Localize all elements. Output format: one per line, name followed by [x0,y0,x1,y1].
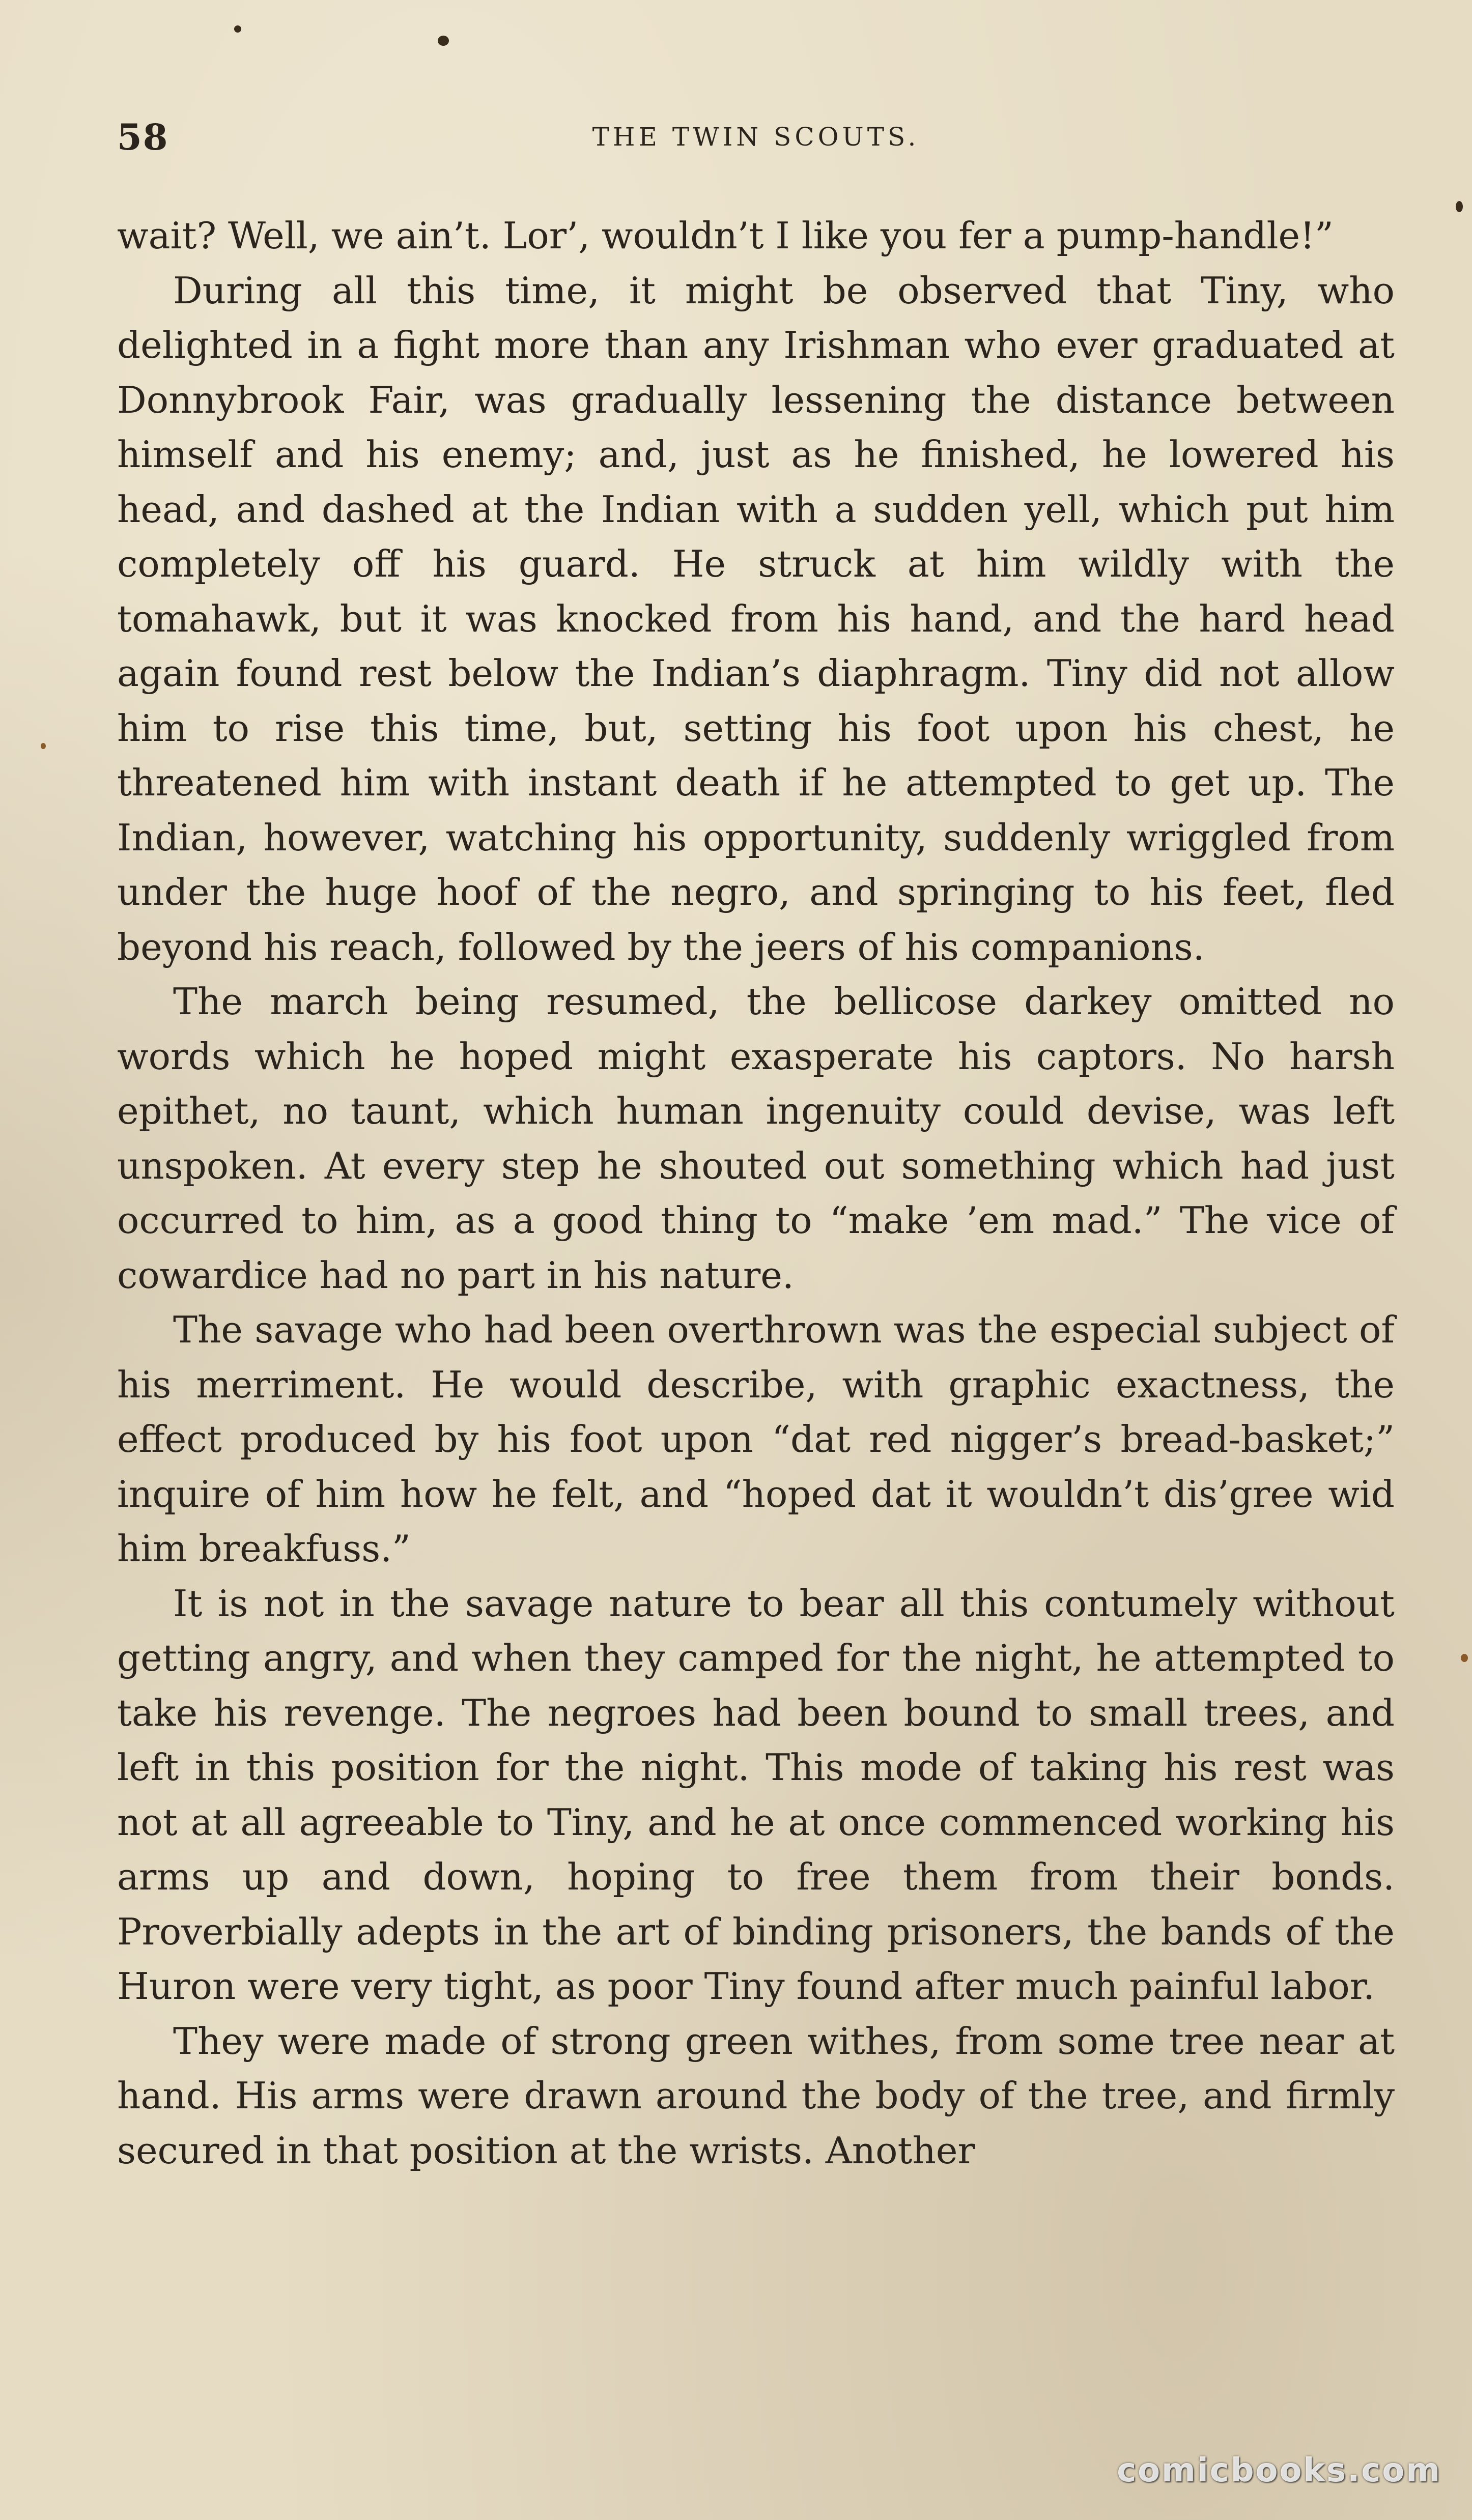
paragraph: The savage who had been overthrown was the especial subject of his merriment. He would describe, with graphic exactness, the effect produced by his foot upon “dat red nigger’s bread-basket;” inquire of him how he felt, and “hoped dat it wouldn’t dis’gree wid him breakfuss.” [117,1308,1395,1570]
paragraph: It is not in the savage nature to bear all this contumely without getting angry, and when they camped for the night, he attempted to take his revenge. The negroes had been bound to small trees, and left in this position for the night. This mode of taking his rest was not at all agreeable to Tiny, and he at once commenced working his arms up and down, hoping to free them from their bonds. Proverbially adepts in the art of binding prisoners, the bands of the Huron were very tight, as poor Tiny found after much painful labor. [117,1582,1395,2008]
paragraph: They were made of strong green withes, from some tree near at hand. His arms were drawn around the body of the tree, and firmly secured in that position at the wrists. Another [117,2019,1395,2172]
watermark: comicbooks.com [1117,2452,1441,2489]
paragraph: The march being resumed, the bellicose darkey omitted no words which he hoped might exasperate his captors. No harsh epithet, no taunt, which human ingenuity could devise, was left unspoken. At every step he shouted out something which had just occurred to him, as a good thing to “make ’em mad.” The vice of cowardice had no part in his nature. [117,980,1395,1297]
ink-speck [234,25,241,33]
paragraph: During all this time, it might be observed that Tiny, who delighted in a fight more than any Irishman who ever graduated at Donnybrook Fair, was gradually lessening the distance between himself and his enemy; and, just as he finished, he lowered his head, and dashed at the Indian with a sudden yell, which put him completely off his guard. He struck at him wildly with the tomahawk, but it was knocked from his hand, and the hard head again found rest below the Indian’s diaphragm. Tiny did not allow him to rise this time, but, setting his foot upon his chest, he threatened him with instant death if he attempted to get up. The Indian, however, watching his opportunity, suddenly wriggled from under the huge hoof of the negro, and springing to his feet, fled beyond his reach, followed by the jeers of his companions. [117,269,1395,968]
ink-speck [1461,1654,1468,1662]
running-title: THE TWIN SCOUTS. [592,122,920,152]
book-page [117,112,1395,2402]
ink-speck [1456,201,1463,212]
running-head [117,112,1395,178]
ink-speck [438,36,449,46]
ink-speck [41,743,46,749]
page-number: 58 [117,116,169,158]
paragraph-continued: wait? Well, we ain’t. Lor’, wouldn’t I like you fer a pump-handle!” [117,214,1334,257]
body-text [117,209,1395,2178]
